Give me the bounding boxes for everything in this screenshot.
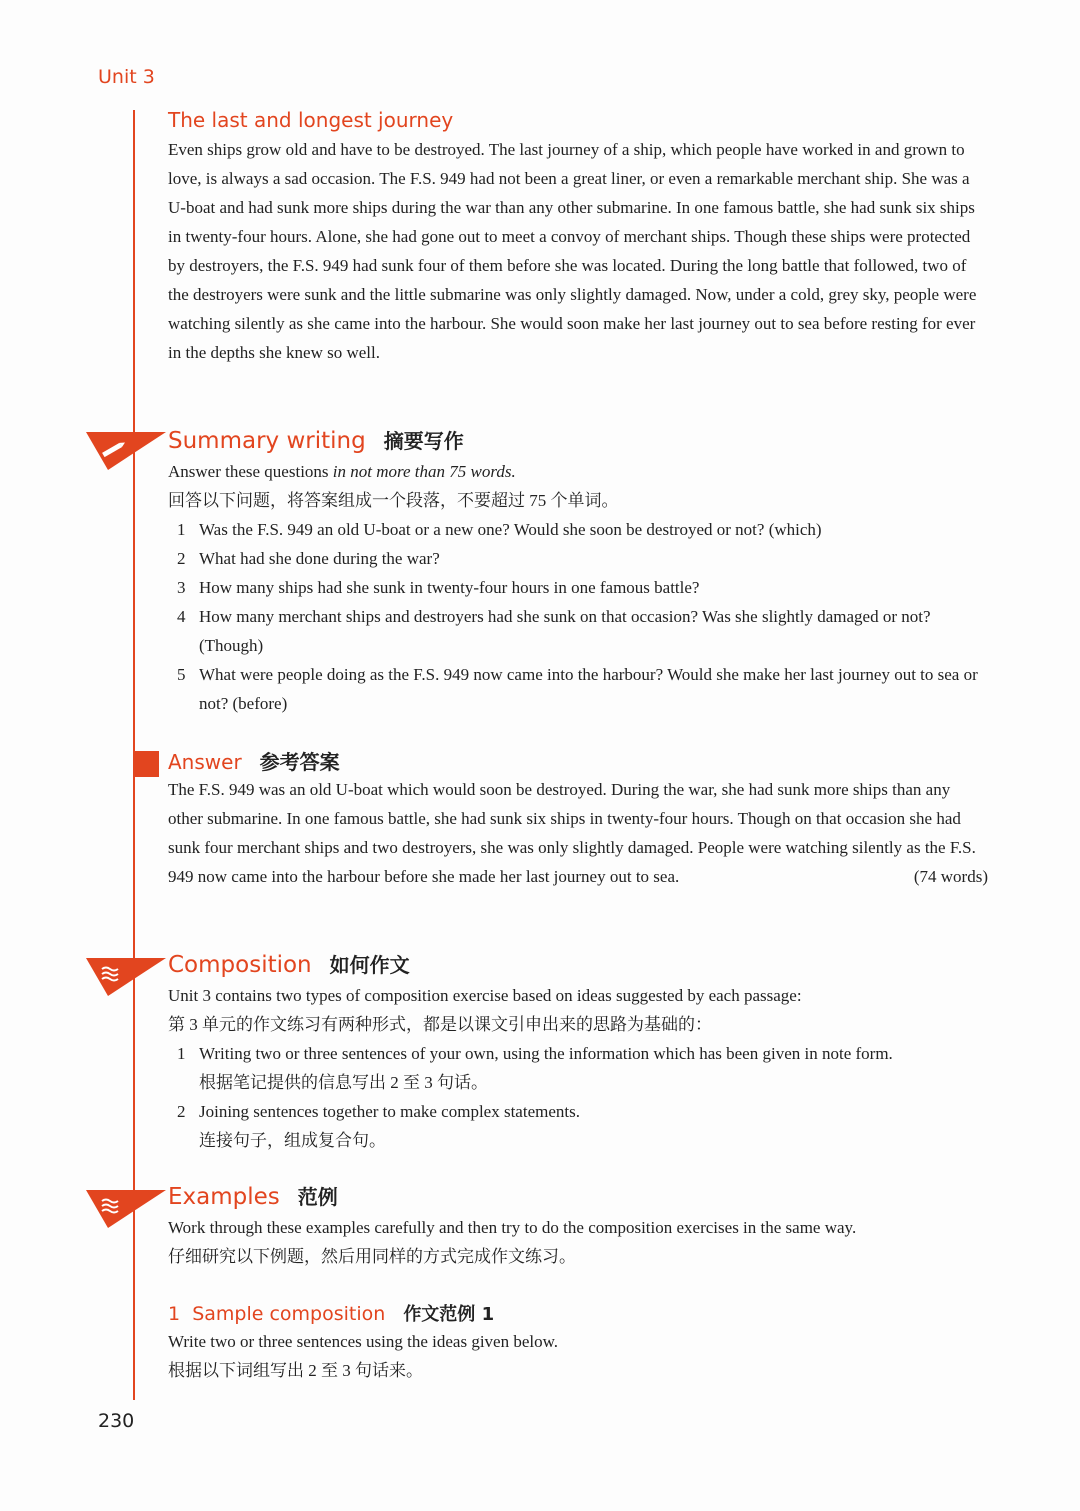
word-count: (74 words) xyxy=(913,867,988,886)
unit-label: Unit 3 xyxy=(98,66,155,88)
list-item xyxy=(168,1039,988,1097)
summary-section xyxy=(168,428,988,718)
composition-intro: Unit 3 contains two types of composition exercise based on ideas suggested by each passage: xyxy=(168,985,802,1005)
composition-heading xyxy=(168,952,988,980)
list-item xyxy=(168,660,988,718)
examples-heading-zh: 范例 xyxy=(297,1185,338,1209)
examples-intro: Work through these examples carefully and then try to do the composition exercises in the same way. xyxy=(168,1217,857,1237)
waves-icon xyxy=(86,1190,166,1230)
answer-text: The F.S. 949 was an old U-boat which would soon be destroyed. During the war, she had sunk more ships than any other submarine. In one famous battle, she had sunk six ships in twenty-four hours. Though on that occasion she had sunk four merchant ships and two destroyers, she was only slightly damaged. People were watching silently as the F.S. 949 now came into the harbour before she made her last journey out to sea. xyxy=(168,780,976,886)
answer-section xyxy=(168,750,988,891)
examples-heading-label: Examples xyxy=(168,1184,280,1210)
sample-instruction-zh: 根据以下词组写出 2 至 3 句话来。 xyxy=(168,1361,423,1381)
list-item xyxy=(168,1097,988,1155)
question-text: How many merchant ships and destroyers had she sunk on that occasion? Was she slightly damaged or not? (Though) xyxy=(199,606,931,655)
summary-heading xyxy=(168,428,988,456)
question-text: Was the F.S. 949 an old U-boat or a new one? Would she soon be destroyed or not? (which) xyxy=(199,519,822,539)
sample-composition-heading xyxy=(168,1303,988,1326)
composition-intro-zh: 第 3 单元的作文练习有两种形式，都是以课文引申出来的思路为基础的： xyxy=(168,1014,712,1034)
composition-items xyxy=(168,1039,988,1155)
list-item xyxy=(168,515,988,544)
summary-instruction xyxy=(168,457,988,486)
sample-instruction: Write two or three sentences using the ideas given below. xyxy=(168,1332,559,1352)
summary-instruction-italic: in not more than 75 words. xyxy=(332,461,516,481)
examples-intro-zh: 仔细研究以下例题，然后用同样的方式完成作文练习。 xyxy=(168,1246,576,1266)
sample-number: 1 xyxy=(168,1302,181,1325)
list-item xyxy=(168,573,988,602)
item-number: 1 xyxy=(177,1043,186,1063)
summary-questions xyxy=(168,515,988,718)
summary-instruction-zh: 回答以下问题，将答案组成一个段落，不要超过 75 个单词。 xyxy=(168,490,619,510)
question-number: 3 xyxy=(177,577,186,597)
question-text: What had she done during the war? xyxy=(199,548,440,568)
pencil-icon xyxy=(86,432,166,472)
summary-instruction-prefix: Answer these questions xyxy=(168,461,333,481)
question-number: 5 xyxy=(177,664,186,684)
answer-heading xyxy=(168,750,988,774)
list-item xyxy=(168,544,988,573)
passage-section xyxy=(168,108,988,367)
answer-marker xyxy=(133,751,159,777)
sample-title-zh: 作文范例 1 xyxy=(403,1303,495,1325)
item-text-zh: 连接句子，组成复合句。 xyxy=(199,1130,386,1150)
page-number: 230 xyxy=(98,1410,135,1432)
item-text-zh: 根据笔记提供的信息写出 2 至 3 句话。 xyxy=(199,1072,488,1092)
item-text: Writing two or three sentences of your own, using the information which has been given in note form. xyxy=(199,1043,893,1063)
summary-heading-label: Summary writing xyxy=(168,428,366,454)
composition-section xyxy=(168,952,988,1155)
question-number: 1 xyxy=(177,519,186,539)
waves-icon xyxy=(86,958,166,998)
list-item xyxy=(168,602,988,660)
item-number: 2 xyxy=(177,1101,186,1121)
question-number: 4 xyxy=(177,606,186,626)
answer-heading-label: Answer xyxy=(168,750,242,774)
answer-heading-zh: 参考答案 xyxy=(259,750,340,774)
question-text: What were people doing as the F.S. 949 now came into the harbour? Would she make her last journey out to sea or not? (before) xyxy=(199,664,978,713)
passage-title: The last and longest journey xyxy=(168,108,454,132)
question-text: How many ships had she sunk in twenty-four hours in one famous battle? xyxy=(199,577,700,597)
composition-heading-label: Composition xyxy=(168,952,312,978)
examples-heading xyxy=(168,1184,988,1212)
item-text: Joining sentences together to make complex statements. xyxy=(199,1101,580,1121)
sample-title: Sample composition xyxy=(192,1302,386,1325)
question-number: 2 xyxy=(177,548,186,568)
examples-section xyxy=(168,1184,988,1385)
passage-text: Even ships grow old and have to be destroyed. The last journey of a ship, which people have worked in and grown to love, is always a sad occasion. The F.S. 949 had not been a great liner, or even a remarkable merchant ship. She was a U-boat and had sunk more ships during the war than any other submarine. In one famous battle, she had sunk six ships in twenty-four hours. Alone, she had gone out to meet a convoy of merchant ships. Though these ships were protected by destroyers, the F.S. 949 had sunk four of them before she was located. During the long battle that followed, two of the destroyers were sunk and the little submarine was only slightly damaged. Now, under a cold, grey sky, people were watching silently as she came into the harbour. She would soon make her last journey out to sea before resting for ever in the depths she knew so well. xyxy=(168,140,977,362)
summary-heading-zh: 摘要写作 xyxy=(383,429,464,453)
composition-heading-zh: 如何作文 xyxy=(329,953,410,977)
